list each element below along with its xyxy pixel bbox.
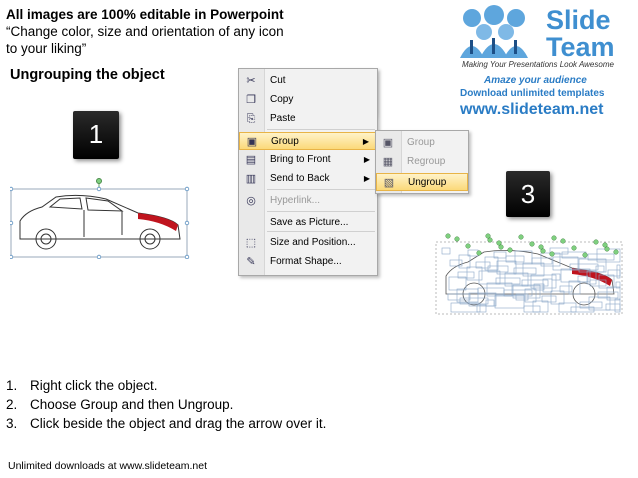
menu-item-hyperlink[interactable] <box>239 192 377 210</box>
step-badge-3: 3 <box>506 171 550 217</box>
menu-item-label: Copy <box>270 94 294 105</box>
logo-word-team: Team <box>546 32 615 62</box>
submenu-arrow-icon: ▶ <box>363 174 370 183</box>
ungrouped-car-illustration <box>434 228 624 316</box>
rotate-handle-icon <box>497 241 502 246</box>
menu-separator <box>267 211 375 212</box>
rotate-handle-icon <box>561 239 566 244</box>
menu-item-label: Group <box>271 136 299 147</box>
menu-item-label: Cut <box>270 75 286 86</box>
shape-selection-box <box>606 304 620 310</box>
shape-selection-box <box>442 248 450 254</box>
menu-item-label: Send to Back <box>270 173 330 184</box>
menu-separator <box>267 231 375 232</box>
menu-item-bring-to-front[interactable] <box>239 151 377 169</box>
step-badge-1: 1 <box>73 111 119 159</box>
menu-separator <box>267 189 375 190</box>
size-position-icon: ⬚ <box>245 237 257 249</box>
section-title: Ungrouping the object <box>10 67 165 83</box>
rotate-handle-icon <box>603 243 608 248</box>
rotate-handle-icon <box>519 235 524 240</box>
context-menu <box>238 68 378 276</box>
rotate-handle-icon <box>614 250 619 255</box>
menu-item-label: Format Shape... <box>270 256 342 267</box>
menu-item-label: Save as Picture... <box>270 217 349 228</box>
submenu-item-label: Ungroup <box>408 177 447 188</box>
menu-item-send-to-back[interactable] <box>239 170 377 188</box>
menu-item-size-and-position[interactable] <box>239 234 377 252</box>
rotate-handle-icon <box>539 245 544 250</box>
copy-icon: ❐ <box>246 94 256 106</box>
shape-selection-box <box>524 306 540 312</box>
menu-item-cut[interactable] <box>239 72 377 90</box>
logo-url: www.slideteam.net <box>460 101 604 118</box>
logo-download: Download unlimited templates <box>460 88 605 99</box>
footer-text: Unlimited downloads at www.slideteam.net <box>8 460 208 472</box>
submenu-arrow-icon: ▶ <box>363 155 370 164</box>
shape-selection-box <box>450 260 462 266</box>
hyperlink-icon: ◎ <box>246 195 256 207</box>
instructions-list <box>6 376 326 433</box>
submenu-item-label: Group <box>407 137 435 148</box>
menu-item-label: Bring to Front <box>270 154 331 165</box>
rotate-handle-icon <box>572 246 577 251</box>
slideteam-logo <box>458 4 634 124</box>
step-text: Right click the object. <box>30 378 158 393</box>
instruction-step <box>6 376 326 395</box>
paste-icon: ⎘ <box>246 113 256 125</box>
ungrouped-car-object[interactable] <box>434 228 624 316</box>
rotate-handle-icon <box>583 253 588 258</box>
shape-selection-box <box>559 303 576 312</box>
logo-word-slide: Slide <box>546 5 611 35</box>
group-icon: ▣ <box>382 137 394 149</box>
people-logo-icon <box>458 4 538 58</box>
rotate-handle-icon <box>486 234 491 239</box>
menu-item-paste[interactable] <box>239 110 377 128</box>
intro-text <box>6 6 326 57</box>
intro-line-1: All images are 100% editable in Powerpoint <box>6 7 284 22</box>
shape-selection-box <box>486 300 494 306</box>
shape-selection-box <box>596 266 604 272</box>
rotate-handle-icon <box>455 237 460 242</box>
step-number: 3. <box>6 416 18 431</box>
step-number: 2. <box>6 397 18 412</box>
group-icon: ▣ <box>246 136 258 148</box>
step-text: Click beside the object and drag the arrow over it. <box>30 416 327 431</box>
intro-line-2: “Change color, size and orientation of any icon <box>6 24 284 39</box>
shape-selection-box <box>533 301 548 312</box>
logo-amaze: Amaze your audience <box>484 75 587 86</box>
shape-selection-box <box>449 277 466 290</box>
submenu-item-group[interactable] <box>376 134 468 152</box>
rotate-handle-icon <box>550 252 555 257</box>
group-submenu <box>375 130 469 194</box>
submenu-item-label: Regroup <box>407 156 446 167</box>
menu-item-label: Size and Position... <box>270 237 356 248</box>
logo-tagline: Making Your Presentations Look Awesome <box>462 60 614 69</box>
rotate-handle-icon <box>508 248 513 253</box>
menu-item-copy[interactable] <box>239 91 377 109</box>
step-number: 1. <box>6 378 18 393</box>
car-illustration <box>10 177 190 259</box>
bring-to-front-icon: ▤ <box>245 154 257 166</box>
intro-line-3: to your liking” <box>6 41 87 56</box>
rotate-handle-icon <box>446 234 451 239</box>
shape-selection-box <box>495 295 524 308</box>
menu-item-group[interactable] <box>239 132 377 150</box>
shape-selection-box <box>448 294 470 300</box>
step-text: Choose Group and then Ungroup. <box>30 397 234 412</box>
rotate-handle-icon <box>594 240 599 245</box>
menu-item-label: Paste <box>270 113 296 124</box>
rotate-handle-icon <box>552 236 557 241</box>
instruction-step <box>6 414 326 433</box>
menu-item-label: Hyperlink... <box>270 195 321 206</box>
rotate-handle-icon <box>477 251 482 256</box>
format-shape-icon: ✎ <box>246 256 256 268</box>
rotate-handle-icon <box>530 242 535 247</box>
menu-item-format-shape[interactable] <box>239 253 377 271</box>
submenu-item-ungroup[interactable] <box>376 173 468 191</box>
grouped-car-object[interactable] <box>10 177 190 259</box>
menu-item-save-as-picture[interactable] <box>239 214 377 232</box>
ungroup-icon: ▧ <box>383 177 395 189</box>
regroup-icon: ▦ <box>382 156 394 168</box>
shape-selection-box <box>543 279 552 292</box>
menu-separator <box>267 129 375 130</box>
submenu-arrow-icon: ▶ <box>362 137 369 146</box>
submenu-item-regroup[interactable] <box>376 153 468 171</box>
send-to-back-icon: ▥ <box>245 173 257 185</box>
instruction-step <box>6 395 326 414</box>
shape-selection-box <box>451 303 480 312</box>
rotate-handle-icon <box>466 244 471 249</box>
scissors-icon: ✂ <box>246 75 256 87</box>
